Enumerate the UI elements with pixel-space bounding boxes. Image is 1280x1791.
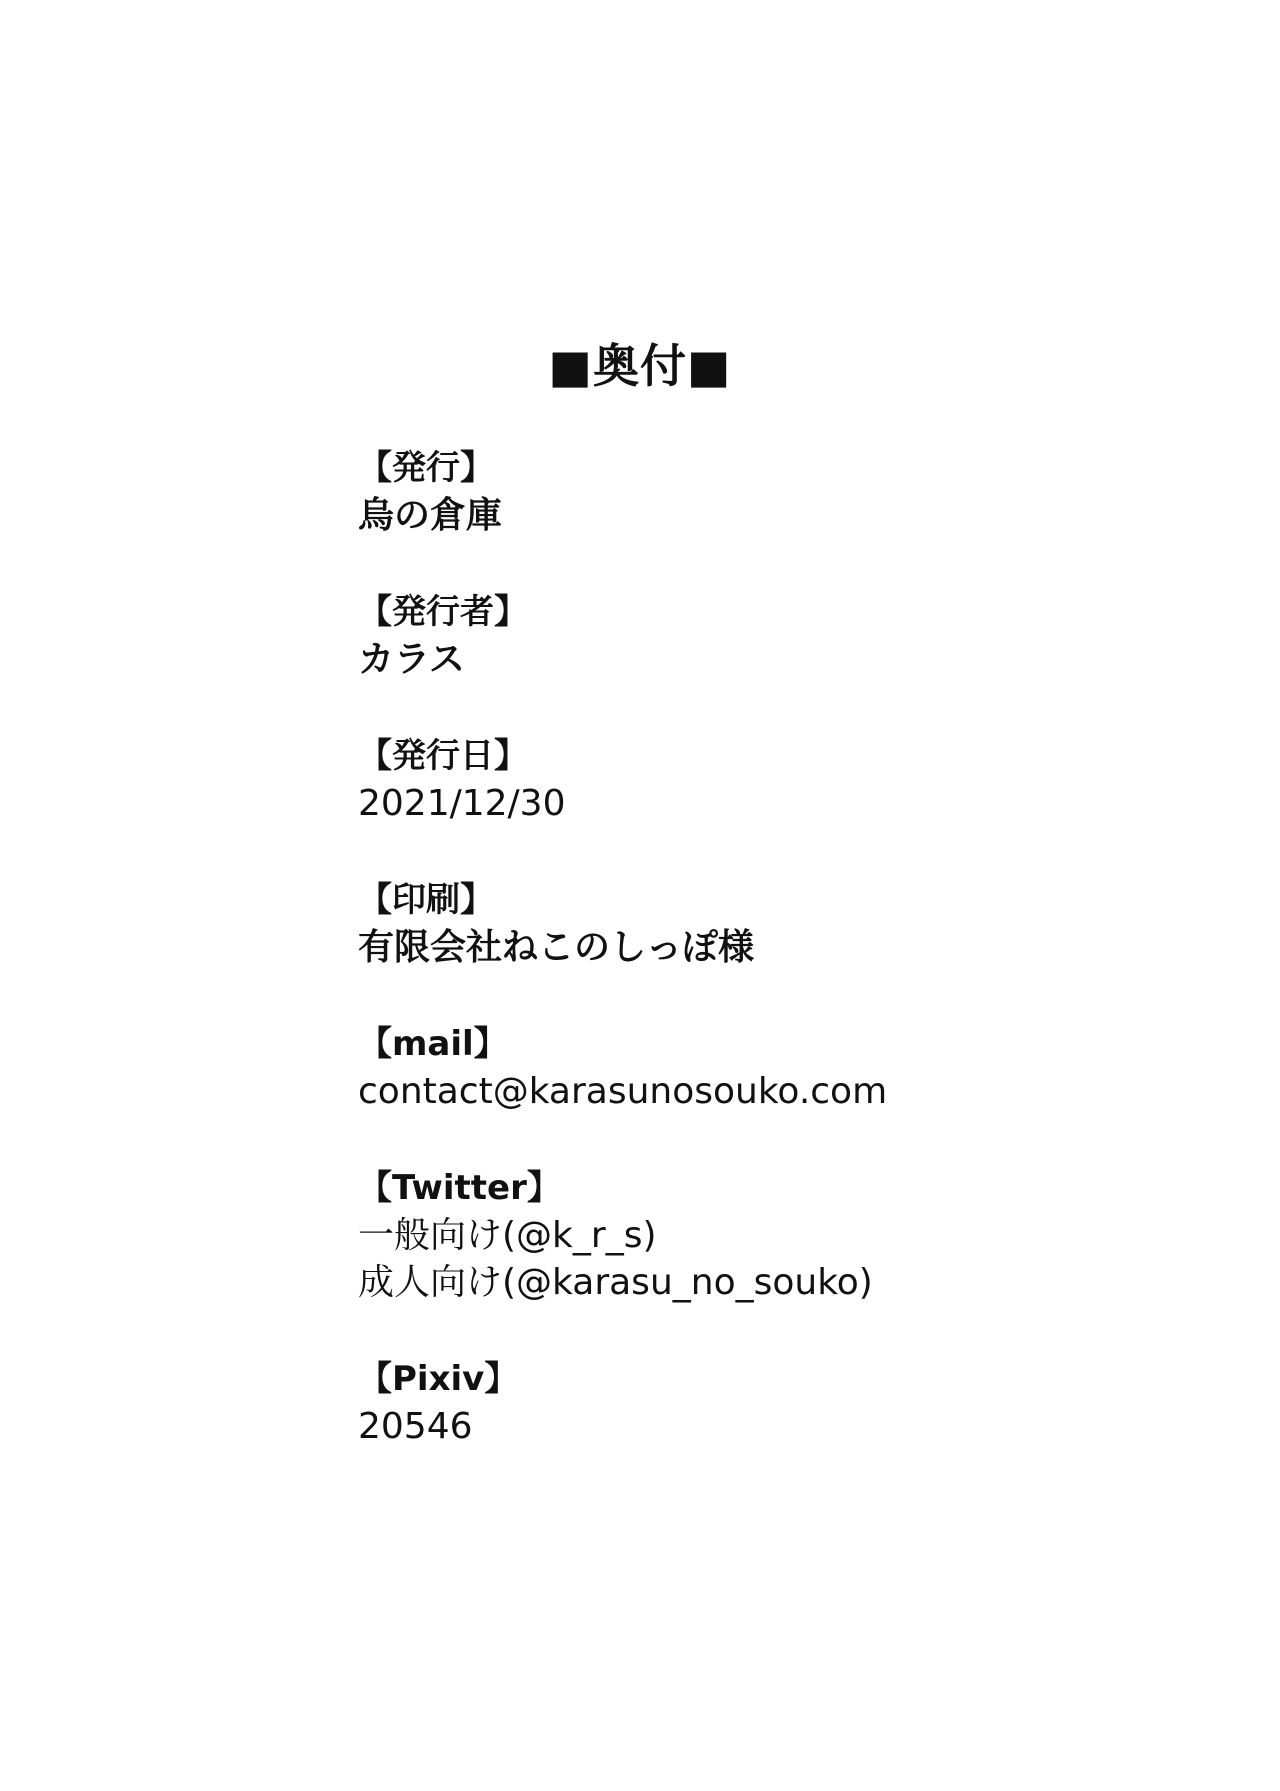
issue-date-section [358,733,1238,827]
issuer-value: カラス [358,639,465,680]
pixiv-section [358,1356,1238,1450]
printing-value: 有限会社ねこのしっぽ様 [358,927,755,968]
pixiv-label: 【Pixiv】 [358,1359,519,1399]
publisher-label: 【発行】 [358,448,494,488]
issue-date-label: 【発行日】 [358,736,528,776]
issuer-section [358,589,1238,683]
twitter-label: 【Twitter】 [358,1168,561,1208]
issue-date-value: 2021/12/30 [358,783,566,824]
colophon-list [358,445,1238,1500]
twitter-section [358,1165,1238,1306]
pixiv-value: 20546 [358,1406,473,1447]
twitter-general-account: 一般向け(@k_r_s) [358,1215,657,1256]
printing-section [358,877,1238,971]
publisher-value: 烏の倉庫 [358,495,503,536]
page-title: ■奥付■ [548,339,732,393]
mail-section [358,1021,1238,1115]
issuer-label: 【発行者】 [358,592,528,632]
mail-value: contact@karasunosouko.com [358,1071,888,1112]
twitter-adult-account: 成人向け(@karasu_no_souko) [358,1262,873,1303]
publisher-section [358,445,1238,539]
printing-label: 【印刷】 [358,880,494,920]
mail-label: 【mail】 [358,1024,508,1064]
